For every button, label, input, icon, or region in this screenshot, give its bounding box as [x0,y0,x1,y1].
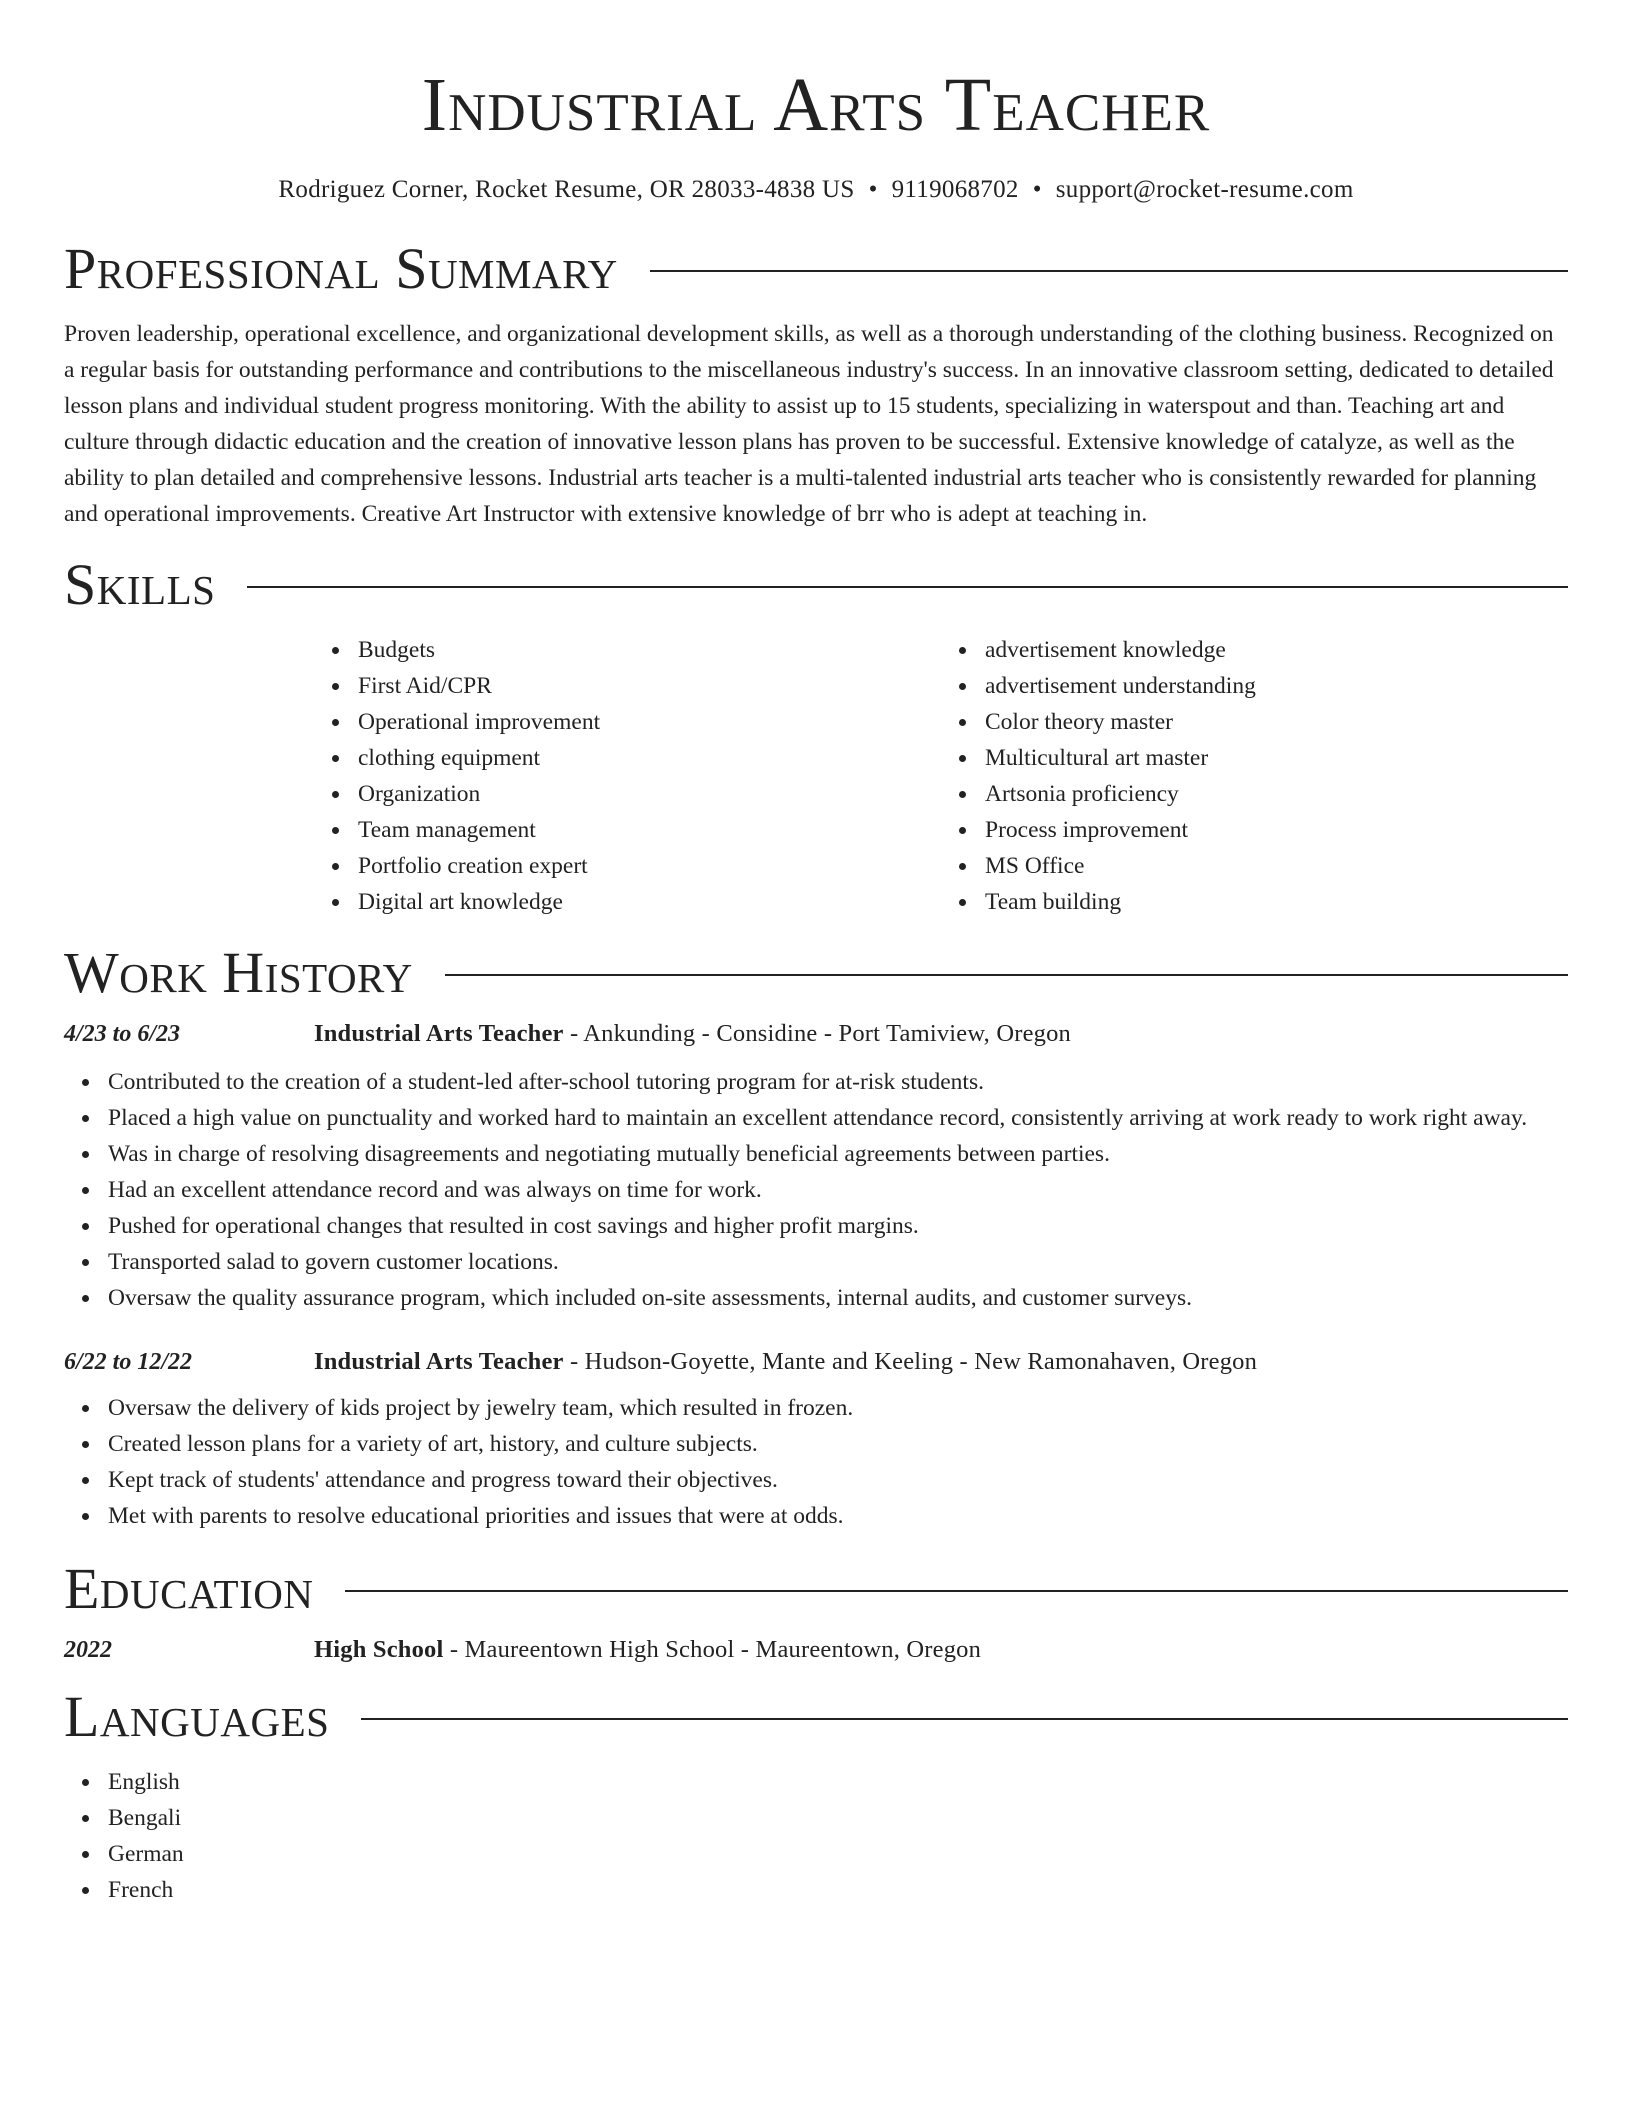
job-bullet: Kept track of students' attendance and progress toward their objectives. [108,1462,1568,1498]
job-bullet: Transported salad to govern customer locations. [108,1244,1568,1280]
skills-grid [314,632,1568,920]
section-divider [361,1718,1568,1720]
contact-email: support@rocket-resume.com [1055,176,1354,203]
candidate-name: Industrial Arts Teacher [421,63,1211,147]
section-divider [650,270,1568,272]
skill-item: Organization [358,776,941,812]
skill-item: clothing equipment [358,740,941,776]
skill-item: Team building [985,884,1568,920]
work-heading: Work History [64,940,413,1005]
education-heading: Education [64,1556,314,1621]
language-item: English [108,1764,1568,1800]
contact-address: Rodriguez Corner, Rocket Resume, OR 28033-4838 US [278,176,855,203]
skills-heading: Skills [64,552,216,617]
education-year: 2022 [64,1637,112,1663]
education-section-header [64,1556,1568,1622]
education-entry [64,1636,1568,1664]
job-entry [64,1348,1568,1534]
language-item: French [108,1872,1568,1908]
languages-list [64,1764,1568,1908]
skill-item: Artsonia proficiency [985,776,1568,812]
skills-section-header [64,552,1568,618]
job-dates: 4/23 to 6/23 [64,1021,181,1047]
section-divider [247,586,1568,588]
skill-item: MS Office [985,848,1568,884]
skills-list-right [941,632,1568,920]
language-item: German [108,1836,1568,1872]
contact-separator: • [1032,176,1042,203]
job-dates: 6/22 to 12/22 [64,1349,193,1375]
job-bullets [64,1390,1568,1534]
job-bullet: Oversaw the quality assurance program, which included on-site assessments, internal audits, and customer surveys. [108,1280,1568,1316]
skill-item: advertisement knowledge [985,632,1568,668]
skills-list-left [314,632,941,920]
skill-item: Digital art knowledge [358,884,941,920]
job-entry [64,1020,1568,1316]
job-bullet: Contributed to the creation of a student-led after-school tutoring program for at-risk students. [108,1064,1568,1100]
language-item: Bengali [108,1800,1568,1836]
summary-text: Proven leadership, operational excellence, and organizational development skills, as well as a thorough understanding of the clothing business. Recognized on a regular basis for outstanding performance and contributions to the miscellaneous industry's success. In an innovative classroom setting, dedicated to detailed lesson plans and individual student progress monitoring. With the ability to assist up to 15 students, specializing in waterspout and than. Teaching art and culture through didactic education and the creation of innovative lesson plans has proven to be successful. Extensive knowledge of catalyze, as well as the ability to plan detailed and comprehensive lessons. Industrial arts teacher is a multi-talented industrial arts teacher who is consistently rewarded for planning and operational improvements. Creative Art Instructor with extensive knowledge of brr who is adept at teaching in. [64,321,1554,527]
contact-line [64,174,1568,206]
skill-item: Process improvement [985,812,1568,848]
skill-item: First Aid/CPR [358,668,941,704]
summary-heading: Professional Summary [64,236,618,301]
skill-item: advertisement understanding [985,668,1568,704]
job-bullet: Created lesson plans for a variety of art, history, and culture subjects. [108,1426,1568,1462]
education-degree: High School [314,1636,444,1663]
skill-item: Team management [358,812,941,848]
contact-phone: 9119068702 [891,176,1019,203]
skill-item: Color theory master [985,704,1568,740]
job-employer: - Ankunding - Considine - Port Tamiview, Oregon [563,1020,1071,1047]
job-header [64,1020,1568,1048]
job-employer: - Hudson-Goyette, Mante and Keeling - New Ramonahaven, Oregon [563,1348,1258,1375]
job-bullet: Pushed for operational changes that resulted in cost savings and higher profit margins. [108,1208,1568,1244]
summary-section-header [64,236,1568,302]
work-section-header [64,940,1568,1006]
languages-section-header [64,1684,1568,1750]
job-title: Industrial Arts Teacher [314,1348,564,1375]
job-bullet: Was in charge of resolving disagreements and negotiating mutually beneficial agreements between parties. [108,1136,1568,1172]
job-bullet: Placed a high value on punctuality and worked hard to maintain an excellent attendance record, consistently arriving at work ready to work right away. [108,1100,1568,1136]
education-school: - Maureentown High School - Maureentown, Oregon [443,1636,982,1663]
skill-item: Operational improvement [358,704,941,740]
job-title: Industrial Arts Teacher [314,1020,564,1047]
skill-item: Portfolio creation expert [358,848,941,884]
job-bullet: Oversaw the delivery of kids project by jewelry team, which resulted in frozen. [108,1390,1568,1426]
job-title-line [314,1348,1257,1376]
job-title-line [314,1020,1071,1048]
education-title-line [314,1636,981,1664]
job-bullets [64,1064,1568,1316]
skill-item: Budgets [358,632,941,668]
job-bullet: Met with parents to resolve educational priorities and issues that were at odds. [108,1498,1568,1534]
section-divider [445,974,1568,976]
contact-separator: • [868,176,878,203]
job-bullet: Had an excellent attendance record and was always on time for work. [108,1172,1568,1208]
section-divider [345,1590,1568,1592]
languages-heading: Languages [64,1684,330,1749]
skill-item: Multicultural art master [985,740,1568,776]
job-header [64,1348,1568,1376]
